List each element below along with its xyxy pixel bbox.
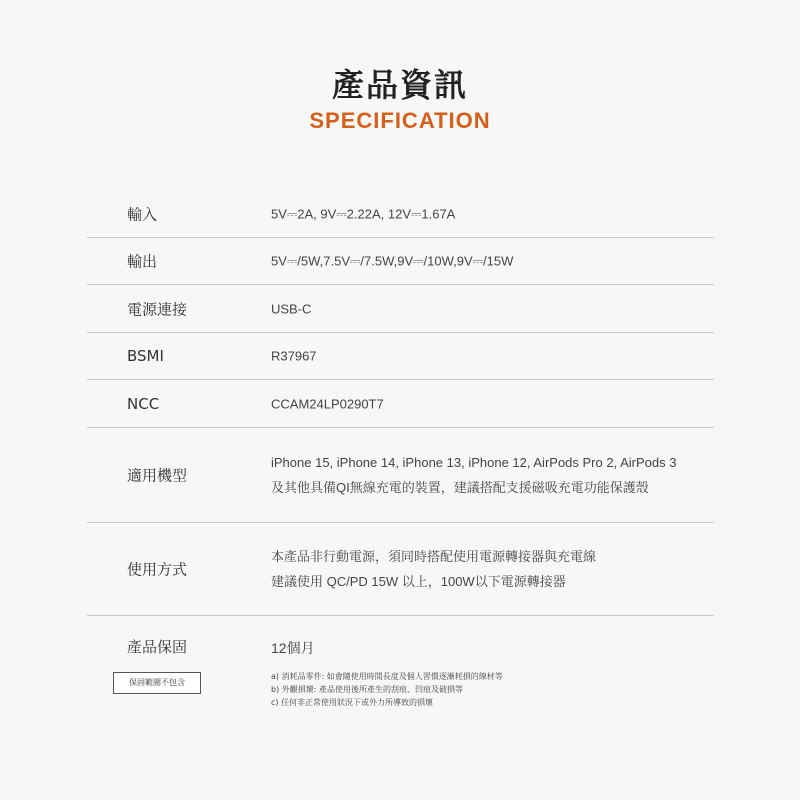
spec-value bbox=[271, 450, 676, 500]
spec-label: NCC bbox=[127, 394, 160, 413]
spec-value-line: 及其他具備QI無線充電的裝置，建議搭配支援磁吸充電功能保護殼 bbox=[271, 480, 649, 495]
warranty-notes bbox=[271, 670, 503, 709]
spec-value: CCAM24LP0290T7 bbox=[271, 396, 384, 411]
spec-value: 5V⎓/5W,7.5V⎓/7.5W,9V⎓/10W,9V⎓/15W bbox=[271, 253, 514, 269]
spec-row-usage bbox=[87, 523, 714, 616]
spec-row-output bbox=[87, 238, 714, 285]
spec-label: 使用方式 bbox=[127, 560, 188, 579]
warranty-note: a) 消耗品零件: 如會隨使用時間長度及個人習慣逐漸耗損的線材等 bbox=[271, 672, 503, 681]
spec-label: 輸入 bbox=[127, 205, 158, 223]
warranty-section bbox=[87, 632, 714, 752]
spec-value bbox=[271, 544, 596, 594]
spec-label: BSMI bbox=[127, 347, 164, 365]
spec-row-ncc bbox=[87, 380, 714, 428]
spec-value-line: 建議使用 QC/PD 15W 以上，100W以下電源轉接器 bbox=[271, 574, 566, 589]
spec-value: 5V⎓2A, 9V⎓2.22A, 12V⎓1.67A bbox=[271, 206, 456, 221]
spec-row-compatible-devices bbox=[87, 428, 714, 523]
spec-value: R37967 bbox=[271, 348, 317, 364]
warranty-value: 12個月 bbox=[271, 640, 315, 656]
warranty-note: b) 外觀損壞: 產品使用後所產生的刮痕、凹痕及破損等 bbox=[271, 685, 463, 694]
spec-value: USB-C bbox=[271, 301, 312, 316]
spec-value-line: iPhone 15, iPhone 14, iPhone 13, iPhone 12, AirPods Pro 2, AirPods 3 bbox=[271, 455, 677, 470]
spec-row-bsmi bbox=[87, 333, 714, 380]
spec-label: 電源連接 bbox=[127, 300, 188, 318]
spec-table bbox=[87, 190, 714, 616]
page-title: 產品資訊 bbox=[331, 66, 468, 104]
page-subtitle: SPECIFICATION bbox=[309, 108, 491, 133]
warranty-label: 產品保固 bbox=[127, 638, 188, 656]
warranty-note: c) 任何非正常使用狀況下或外力所導致的損壞 bbox=[271, 698, 434, 707]
spec-label: 輸出 bbox=[127, 252, 158, 271]
spec-label: 適用機型 bbox=[127, 466, 188, 485]
spec-row-input bbox=[87, 190, 714, 238]
spec-row-connector bbox=[87, 285, 714, 333]
spec-value-line: 本產品非行動電源，須同時搭配使用電源轉接器與充電線 bbox=[271, 549, 597, 564]
warranty-exclusion-badge: 保固範圍不包含 bbox=[113, 672, 201, 694]
